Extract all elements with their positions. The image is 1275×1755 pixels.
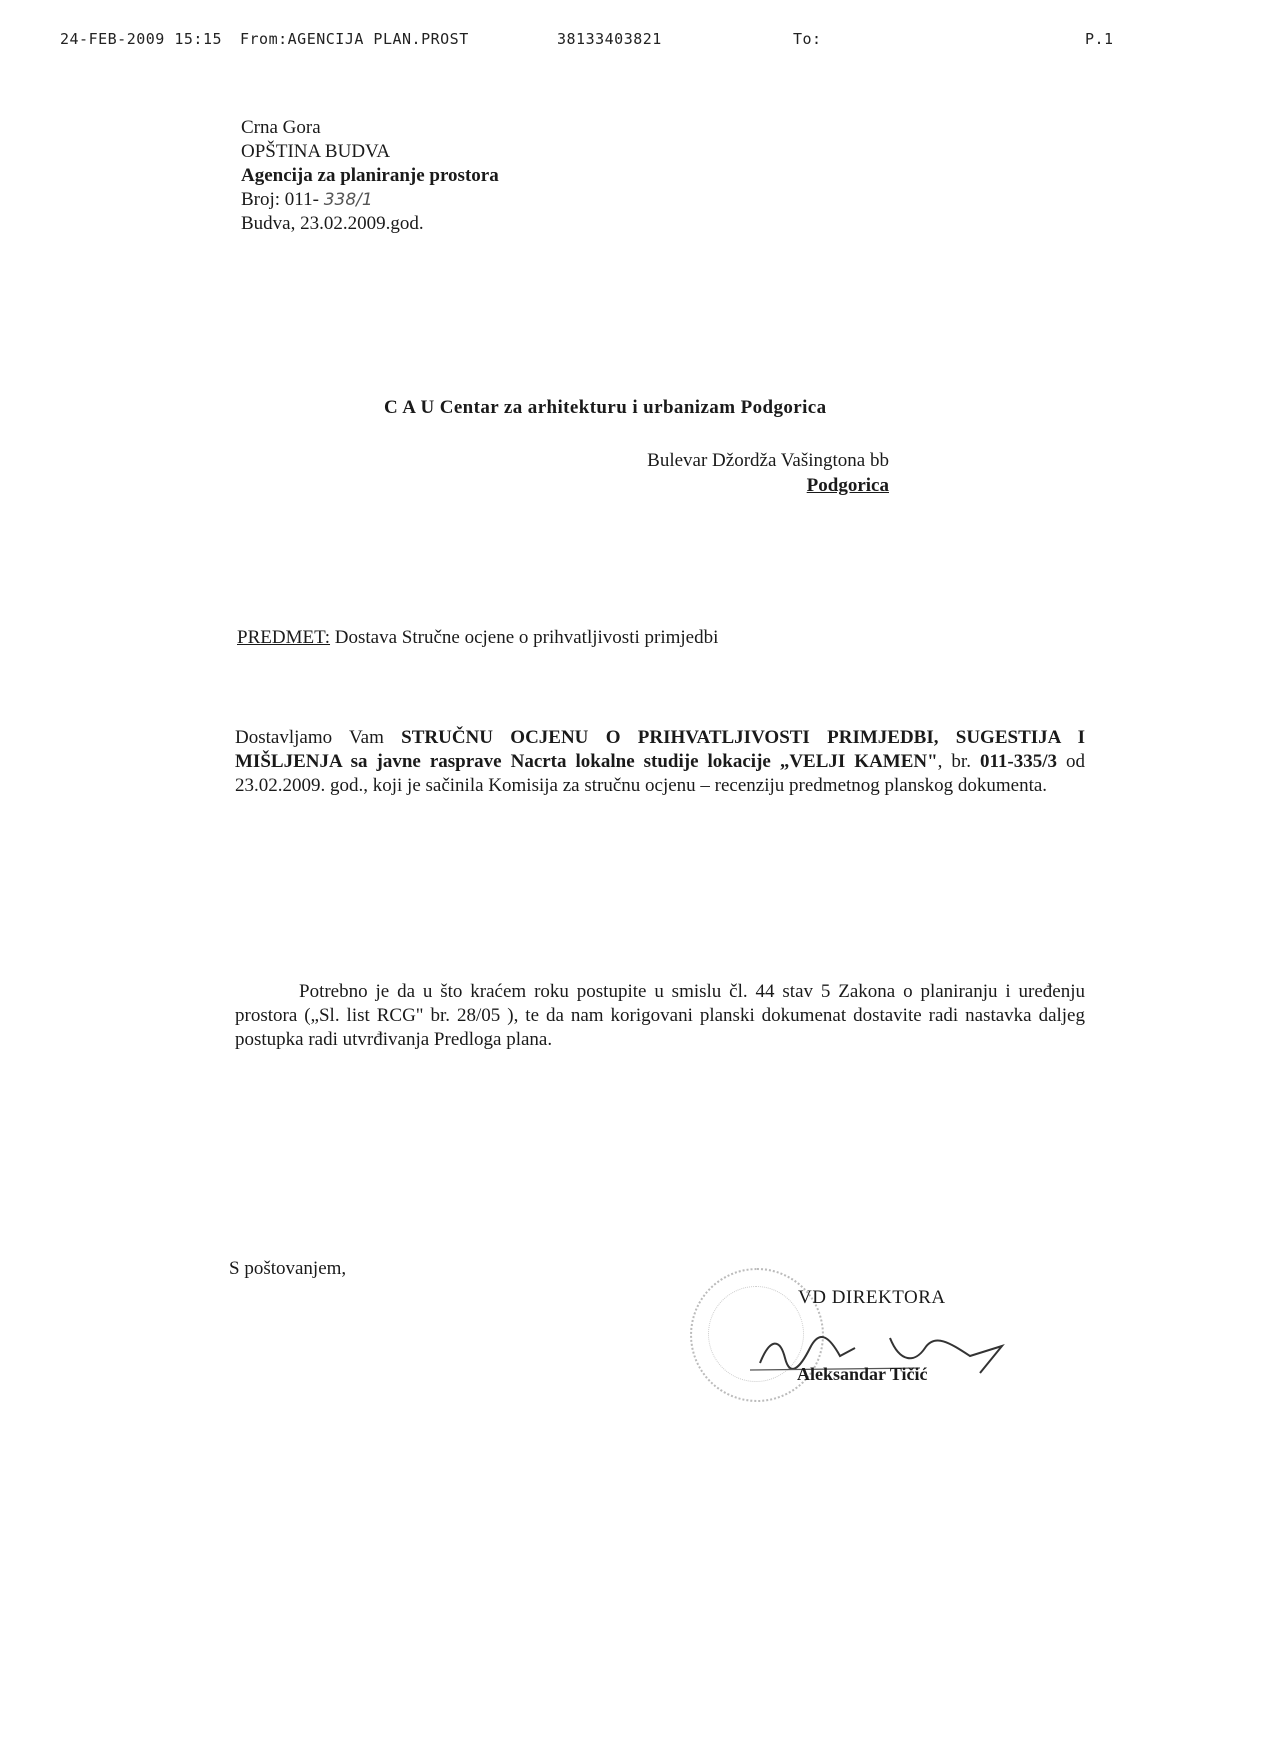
sender-place-date: Budva, 23.02.2009.god. (241, 213, 424, 234)
recipient-address (647, 448, 889, 498)
fax-from: From:AGENCIJA PLAN.PROST (240, 30, 469, 48)
subject-line (237, 627, 718, 649)
p1-bold-number: 011-335/3 (979, 751, 1058, 772)
p1-intro: Dostavljamo Vam (235, 727, 402, 748)
signatory-name: Aleksandar Tičić (797, 1364, 928, 1384)
fax-to: To: (793, 30, 822, 48)
sender-block (241, 116, 499, 236)
p1-mid: , br. (937, 751, 980, 772)
body-paragraph-1 (235, 726, 1085, 798)
sender-municipality: OPŠTINA BUDVA (241, 141, 391, 162)
recipient-street: Bulevar Džordža Vašingtona bb (647, 450, 889, 471)
p1-bold-title: STRUČNU OCJENU O PRIHVATLJIVOSTI PRIMJEDBI, SUGESTIJA I MIŠLJENJA sa javne rasprave Nacrta lokalne studije lokacije „VELJI KAMEN" (235, 727, 1085, 772)
sender-number (241, 188, 499, 212)
fax-datetime: 24-FEB-2009 15:15 (60, 30, 223, 48)
sender-number-prefix: Broj: 011- (241, 189, 324, 210)
sender-country: Crna Gora (241, 117, 321, 138)
closing: S poštovanjem, (229, 1258, 347, 1279)
recipient-city: Podgorica (806, 475, 889, 496)
signatory-title: VD DIREKTORA (798, 1287, 946, 1308)
p1-rest: od 23.02.2009. god., koji je sačinila Komisija za stručnu ocjenu – recenziju predmetnog planskog dokumenta. (235, 751, 1086, 796)
sender-number-handwritten: 338/1 (323, 190, 373, 210)
sender-agency: Agencija za planiranje prostora (241, 165, 499, 186)
subject-label: PREDMET: (237, 627, 331, 648)
recipient-name: C A U Centar za arhitekturu i urbanizam Podgorica (384, 397, 827, 418)
fax-page: P.1 (1085, 30, 1114, 48)
body-paragraph-2: Potrebno je da u što kraćem roku postupite u smislu čl. 44 stav 5 Zakona o planiranju i uređenju prostora („Sl. list RCG" br. 28/05 ), te da nam korigovani planski dokumenat dostavite radi nastavka daljeg postupka radi utvrđivanja Predloga plana. (235, 981, 1085, 1050)
subject-text: Dostava Stručne ocjene o prihvatljivosti primjedbi (330, 627, 719, 648)
fax-phone: 38133403821 (557, 30, 662, 48)
fax-header (60, 30, 1220, 54)
